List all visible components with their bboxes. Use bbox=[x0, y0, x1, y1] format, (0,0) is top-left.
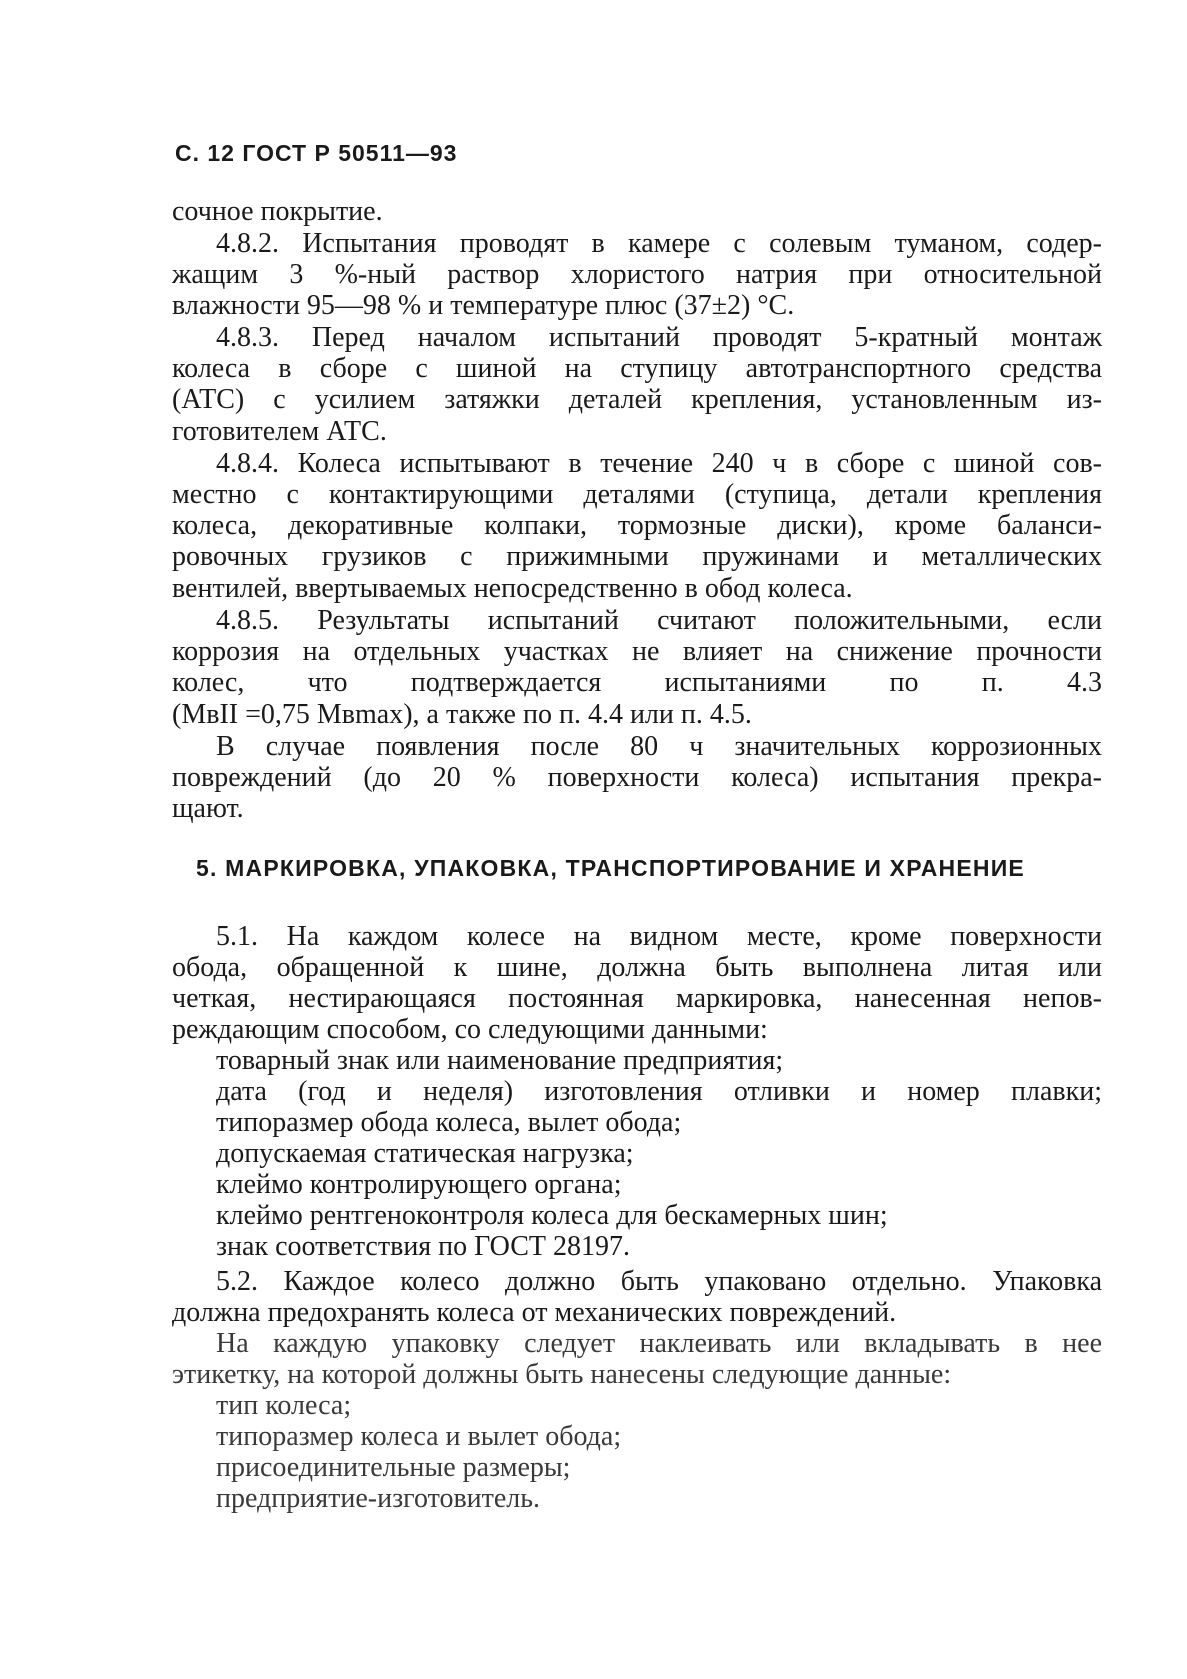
text-line: повреждений (до 20 % поверхности колеса) испытания прекра- bbox=[172, 762, 1102, 793]
text-line: реждающим способом, со следующими данными: bbox=[172, 1014, 768, 1045]
text-line: (MвII =0,75 Mвmax), а также по п. 4.4 или п. 4.5. bbox=[172, 699, 752, 730]
text-line: четкая, нестирающаяся постоянная маркировка, нанесенная непов- bbox=[172, 983, 1102, 1014]
text-line: колеса, декоративные колпаки, тормозные диски), кроме баланси- bbox=[172, 510, 1102, 541]
text-line: щают. bbox=[172, 793, 244, 824]
text-line: местно с контактирующими деталями (ступица, детали крепления bbox=[172, 479, 1102, 510]
text-line: 4.8.2. Испытания проводят в камере с солевым туманом, содер- bbox=[216, 228, 1102, 259]
text-line: коррозия на отдельных участках не влияет на снижение прочности bbox=[172, 636, 1102, 667]
list-item: товарный знак или наименование предприятия; bbox=[216, 1045, 784, 1076]
list-item: знак соответствия по ГОСТ 28197. bbox=[216, 1231, 630, 1262]
text-line: На каждую упаковку следует наклеивать или вкладывать в нее bbox=[216, 1328, 1102, 1359]
text-line: (АТС) с усилием затяжки деталей крепления, установленным из- bbox=[172, 384, 1102, 415]
list-item: тип колеса; bbox=[216, 1390, 352, 1421]
text-line: готовителем АТС. bbox=[172, 416, 387, 447]
text-line: должна предохранять колеса от механических повреждений. bbox=[172, 1297, 897, 1328]
list-item: типоразмер колеса и вылет обода; bbox=[216, 1421, 622, 1452]
section-heading: 5. МАРКИРОВКА, УПАКОВКА, ТРАНСПОРТИРОВАНИЕ И ХРАНЕНИЕ bbox=[196, 855, 1025, 881]
text-line: этикетку, на которой должны быть нанесены следующие данные: bbox=[172, 1359, 952, 1390]
list-item: дата (год и неделя) изготовления отливки и номер плавки; bbox=[216, 1076, 1102, 1107]
text-line: 4.8.3. Перед началом испытаний проводят 5-кратный монтаж bbox=[216, 322, 1102, 353]
text-line: влажности 95—98 % и температуре плюс (37±2) °С. bbox=[172, 290, 795, 321]
text-line: 4.8.4. Колеса испытывают в течение 240 ч в сборе с шиной сов- bbox=[216, 448, 1102, 479]
text-line: В случае появления после 80 ч значительных коррозионных bbox=[216, 731, 1102, 762]
text-line: ровочных грузиков с прижимными пружинами и металлических bbox=[172, 541, 1102, 572]
list-item: типоразмер обода колеса, вылет обода; bbox=[216, 1107, 682, 1138]
text-line: колеса в сборе с шиной на ступицу автотранспортного средства bbox=[172, 353, 1102, 384]
list-item: клеймо рентгеноконтроля колеса для бескамерных шин; bbox=[216, 1200, 888, 1231]
list-item: присоединительные размеры; bbox=[216, 1452, 571, 1483]
text-line: обода, обращенной к шине, должна быть выполнена литая или bbox=[172, 952, 1102, 983]
list-item: допускаемая статическая нагрузка; bbox=[216, 1138, 634, 1169]
text-line: колес, что подтверждается испытаниями по п. 4.3 bbox=[172, 667, 1102, 698]
text-line: жащим 3 %-ный раствор хлористого натрия при относительной bbox=[172, 259, 1102, 290]
list-item: предприятие-изготовитель. bbox=[216, 1483, 541, 1514]
text-line: 4.8.5. Результаты испытаний считают положительными, если bbox=[216, 605, 1102, 636]
text-line: 5.2. Каждое колесо должно быть упаковано отдельно. Упаковка bbox=[216, 1266, 1102, 1297]
page-header: С. 12 ГОСТ Р 50511—93 bbox=[175, 140, 458, 166]
list-item: клеймо контролирующего органа; bbox=[216, 1169, 622, 1200]
text-line: сочное покрытие. bbox=[172, 196, 383, 227]
text-line: 5.1. На каждом колесе на видном месте, кроме поверхности bbox=[216, 921, 1102, 952]
text-line: вентилей, ввертываемых непосредственно в обод колеса. bbox=[172, 573, 853, 604]
